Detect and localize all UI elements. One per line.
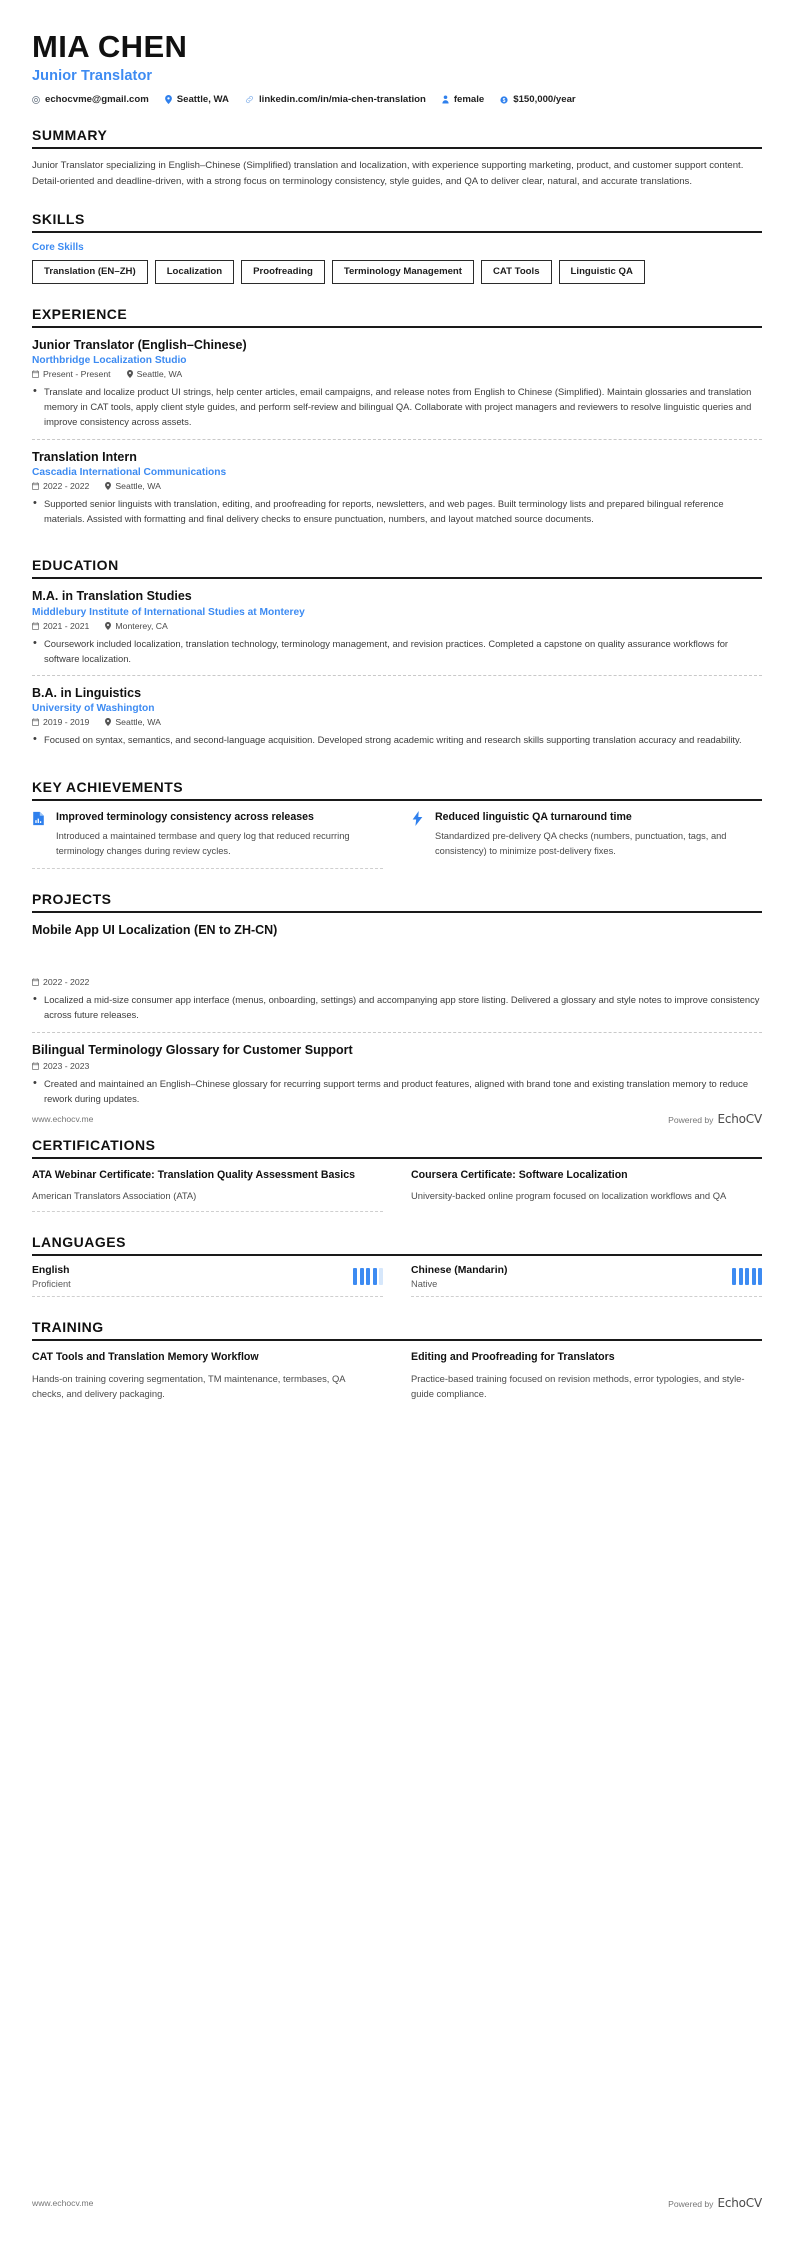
page-footer — [32, 2196, 762, 2210]
language-text — [411, 1265, 507, 1289]
section-divider — [32, 326, 762, 328]
entry-organization: Middlebury Institute of International Studies at Monterey — [32, 606, 305, 618]
section-divider — [32, 911, 762, 913]
education-entry — [32, 675, 762, 756]
entry-location-text: Seattle, WA — [115, 480, 161, 491]
entry-bullets — [32, 384, 762, 430]
skill-tag: Proofreading — [241, 260, 325, 284]
training-title: CAT Tools and Translation Memory Workflow — [32, 1351, 259, 1364]
entry-title: M.A. in Translation Studies — [32, 589, 192, 604]
contact-linkedin[interactable] — [245, 94, 426, 105]
section-heading-training: TRAINING — [32, 1319, 104, 1336]
achievements-grid — [32, 810, 762, 869]
summary-text: Junior Translator specializing in English–Chinese (Simplified) translation and localization, with experience supporting marketing, product, and customer support content. Detail-oriented and deadline-driven, with a strong focus on terminology consistency, style guides, and QA to deliver clear, natural, and accurate translations. — [32, 160, 744, 187]
entry-dates — [32, 717, 89, 727]
contact-salary — [500, 94, 575, 105]
proficiency-bar-filled — [360, 1268, 364, 1285]
bullet-item: • Focused on syntax, semantics, and second-language acquisition. Developed strong academic writing and research skills supporting translation accuracy and readability. — [32, 732, 762, 747]
section-education — [32, 557, 762, 756]
link-icon — [245, 95, 254, 104]
skill-tag: Linguistic QA — [559, 260, 645, 284]
entry-organization: Northbridge Localization Studio — [32, 354, 187, 366]
page-title: MIA CHEN — [32, 29, 188, 64]
footer-brand-name: EchoCV — [717, 1112, 762, 1126]
entry-location-text: Seattle, WA — [115, 717, 161, 728]
calendar-icon — [32, 370, 39, 378]
entry-meta — [32, 977, 762, 987]
entry-location-text: Seattle, WA — [136, 368, 183, 379]
entry-dates — [32, 481, 89, 491]
location-pin-icon — [105, 622, 111, 630]
language-level: Proficient — [32, 1279, 71, 1290]
entry-location — [127, 369, 183, 379]
certification-title: ATA Webinar Certificate: Translation Quality Assessment Basics — [32, 1169, 356, 1182]
entry-bullets — [32, 992, 762, 1022]
entry-location — [105, 717, 161, 727]
certification-cell — [411, 1168, 762, 1212]
achievement-divider — [32, 868, 383, 869]
bullet-item: • Supported senior linguists with translation, editing, and proofreading for reports, newsletters, and web pages. Built terminology lists and prepared bilingual reference materials. Assisted with formatting and final delivery checks to ensure punctuation, numbers, and layout matched source documents. — [32, 496, 762, 526]
calendar-icon — [32, 482, 39, 490]
certifications-grid — [32, 1168, 762, 1212]
skill-tag-list — [32, 260, 762, 284]
certification-title: Coursera Certificate: Software Localization — [411, 1169, 628, 1182]
contact-location-text: Seattle, WA — [176, 94, 229, 106]
entry-dates — [32, 977, 89, 987]
section-divider — [32, 1339, 762, 1341]
proficiency-bar-filled — [366, 1268, 370, 1285]
experience-entry — [32, 337, 762, 439]
achievement-cell — [411, 810, 762, 869]
section-heading-skills: SKILLS — [32, 211, 85, 228]
contact-gender — [442, 94, 484, 105]
skill-tag: Translation (EN–ZH) — [32, 260, 148, 284]
entry-title: Translation Intern — [32, 449, 137, 464]
contact-linkedin-text: linkedin.com/in/mia-chen-translation — [258, 94, 426, 106]
proficiency-bar-filled — [758, 1268, 762, 1285]
entry-organization: Cascadia International Communications — [32, 466, 227, 478]
footer-powered-label: Powered by — [668, 1115, 714, 1125]
achievement-cell — [32, 810, 383, 869]
certification-item — [32, 1168, 383, 1211]
document-chart-icon — [32, 810, 48, 859]
entry-bullets — [32, 732, 762, 747]
entry-meta — [32, 369, 762, 379]
section-training — [32, 1319, 762, 1407]
achievement-description: Standardized pre-delivery QA checks (numbers, punctuation, tags, and consistency) to minimize post-delivery fixes. — [435, 831, 727, 857]
training-description: Practice-based training focused on revision methods, error typologies, and style-guide compliance. — [411, 1373, 745, 1400]
footer-brand-name: EchoCV — [717, 2196, 762, 2210]
training-grid — [32, 1350, 762, 1407]
resume-header — [32, 30, 762, 105]
entry-location — [105, 621, 167, 631]
job-role-subtitle: Junior Translator — [32, 68, 153, 85]
entry-bullets — [32, 496, 762, 526]
footer-website[interactable]: www.echocv.me — [32, 1114, 94, 1124]
entry-bullets — [32, 636, 762, 666]
contact-gender-text: female — [453, 94, 485, 106]
achievement-item — [411, 810, 762, 868]
contact-email[interactable] — [32, 94, 149, 105]
entry-title: Mobile App UI Localization (EN to ZH-CN) — [32, 922, 278, 937]
skill-tag: CAT Tools — [481, 260, 552, 284]
entry-dates-text: 2023 - 2023 — [43, 1060, 90, 1071]
salary-icon — [500, 96, 508, 104]
email-icon — [32, 96, 40, 104]
section-heading-certifications: CERTIFICATIONS — [32, 1137, 156, 1154]
entry-dates — [32, 369, 111, 379]
entry-dates-text: 2022 - 2022 — [43, 977, 90, 988]
section-heading-education: EDUCATION — [32, 557, 119, 574]
footer-brand — [668, 2196, 762, 2210]
proficiency-bar-filled — [373, 1268, 377, 1285]
certification-cell — [32, 1168, 383, 1212]
proficiency-bar-filled — [732, 1268, 736, 1285]
section-divider — [32, 1157, 762, 1159]
achievement-description: Introduced a maintained termbase and query log that reduced recurring terminology changes during review cycles. — [56, 831, 350, 857]
section-key-achievements — [32, 779, 762, 869]
entry-organization: University of Washington — [32, 703, 155, 715]
skill-tag: Localization — [155, 260, 234, 284]
section-projects — [32, 891, 762, 1115]
contact-row — [32, 94, 762, 105]
section-experience — [32, 306, 762, 536]
svg-text:$: $ — [502, 97, 506, 104]
achievement-title: Improved terminology consistency across releases — [56, 810, 314, 823]
section-summary — [32, 127, 762, 189]
training-item — [32, 1350, 383, 1407]
footer-website[interactable]: www.echocv.me — [32, 2198, 94, 2208]
contact-location — [165, 94, 229, 105]
proficiency-bar-filled — [752, 1268, 756, 1285]
entry-bullets — [32, 1076, 762, 1106]
section-skills — [32, 211, 762, 284]
training-title: Editing and Proofreading for Translators — [411, 1351, 615, 1364]
section-heading-experience: EXPERIENCE — [32, 305, 128, 322]
footer-powered-label: Powered by — [668, 2199, 714, 2209]
calendar-icon — [32, 622, 39, 630]
entry-location — [105, 481, 161, 491]
location-pin-icon — [127, 370, 133, 378]
language-proficiency-bars — [732, 1265, 762, 1285]
page-footer — [32, 1112, 762, 1126]
training-description: Hands-on training covering segmentation, TM maintenance, termbases, QA checks, and delivery packaging. — [32, 1373, 346, 1400]
entry-dates-text: 2021 - 2021 — [43, 620, 90, 631]
section-heading-projects: PROJECTS — [32, 890, 112, 907]
calendar-icon — [32, 718, 39, 726]
language-item — [411, 1265, 762, 1297]
experience-entry — [32, 439, 762, 536]
entry-title: B.A. in Linguistics — [32, 686, 142, 701]
section-divider — [32, 799, 762, 801]
page-break-gap — [32, 938, 762, 974]
certification-divider — [32, 1211, 383, 1212]
contact-salary-text: $150,000/year — [513, 94, 576, 106]
proficiency-bar-filled — [745, 1268, 749, 1285]
language-name: English — [32, 1265, 70, 1277]
bullet-item: • Coursework included localization, translation technology, terminology management, and revision practices. Completed a capstone on quality assurance workflows for software localization. — [32, 636, 762, 666]
proficiency-bar-empty — [379, 1268, 383, 1285]
education-entry — [32, 588, 762, 675]
bullet-item: • Translate and localize product UI strings, help center articles, email campaigns, and release notes from English to Chinese (Simplified). Maintain glossaries and translation memory in CAT tools, apply client style guides, and perform self-review and bilingual QA. Collaborate with project managers and reviewers to resolve linguistic queries and improve consistency across assets. — [32, 384, 762, 430]
certification-issuer: University-backed online program focused on localization workflows and QA — [411, 1190, 727, 1202]
section-divider — [32, 1254, 762, 1256]
proficiency-bar-filled — [353, 1268, 357, 1285]
location-pin-icon — [105, 482, 111, 490]
section-heading-summary: SUMMARY — [32, 127, 108, 144]
section-certifications — [32, 1137, 762, 1212]
section-languages — [32, 1234, 762, 1297]
entry-meta — [32, 1061, 762, 1071]
achievement-item — [32, 810, 383, 868]
person-icon — [442, 95, 449, 104]
entry-dates-text: 2019 - 2019 — [43, 717, 90, 728]
section-divider — [32, 577, 762, 579]
language-item — [32, 1265, 383, 1297]
language-text — [32, 1265, 71, 1289]
contact-email-text: echocvme@gmail.com — [45, 94, 149, 106]
location-pin-icon — [105, 718, 111, 726]
languages-grid — [32, 1265, 762, 1297]
calendar-icon — [32, 978, 39, 986]
language-level: Native — [411, 1279, 438, 1290]
bullet-item: • Created and maintained an English–Chinese glossary for recurring support terms and product features, aligned with brand tone and existing translation memory to reduce rework during updates. — [32, 1076, 762, 1106]
entry-dates-text: 2022 - 2022 — [43, 480, 90, 491]
section-divider — [32, 147, 762, 149]
lightning-bolt-icon — [411, 810, 427, 859]
proficiency-bar-filled — [739, 1268, 743, 1285]
certification-item — [411, 1168, 762, 1211]
entry-meta — [32, 481, 762, 491]
skill-tag: Terminology Management — [332, 260, 474, 284]
section-heading-key-achievements: KEY ACHIEVEMENTS — [32, 778, 184, 795]
entry-title: Bilingual Terminology Glossary for Customer Support — [32, 1042, 353, 1057]
calendar-icon — [32, 1062, 39, 1070]
achievement-title: Reduced linguistic QA turnaround time — [435, 810, 632, 823]
entry-dates — [32, 1061, 89, 1071]
entry-dates — [32, 621, 89, 631]
skills-group-label: Core Skills — [32, 242, 84, 254]
entry-title: Junior Translator (English–Chinese) — [32, 337, 247, 352]
certification-issuer: American Translators Association (ATA) — [32, 1190, 197, 1202]
section-heading-languages: LANGUAGES — [32, 1234, 126, 1251]
entry-meta — [32, 621, 762, 631]
bullet-item: • Localized a mid-size consumer app interface (menus, onboarding, settings) and accompanying app store listing. Delivered a glossary and style notes to improve consistency across future releases. — [32, 992, 762, 1022]
language-name: Chinese (Mandarin) — [411, 1265, 508, 1277]
entry-meta — [32, 717, 762, 727]
language-proficiency-bars — [353, 1265, 383, 1285]
location-pin-icon — [165, 95, 172, 104]
project-entry — [32, 922, 762, 1032]
training-item — [411, 1350, 762, 1407]
section-divider — [32, 231, 762, 233]
footer-brand — [668, 1112, 762, 1126]
entry-location-text: Monterey, CA — [115, 620, 168, 631]
project-entry — [32, 1032, 762, 1116]
entry-dates-text: Present - Present — [43, 368, 111, 379]
